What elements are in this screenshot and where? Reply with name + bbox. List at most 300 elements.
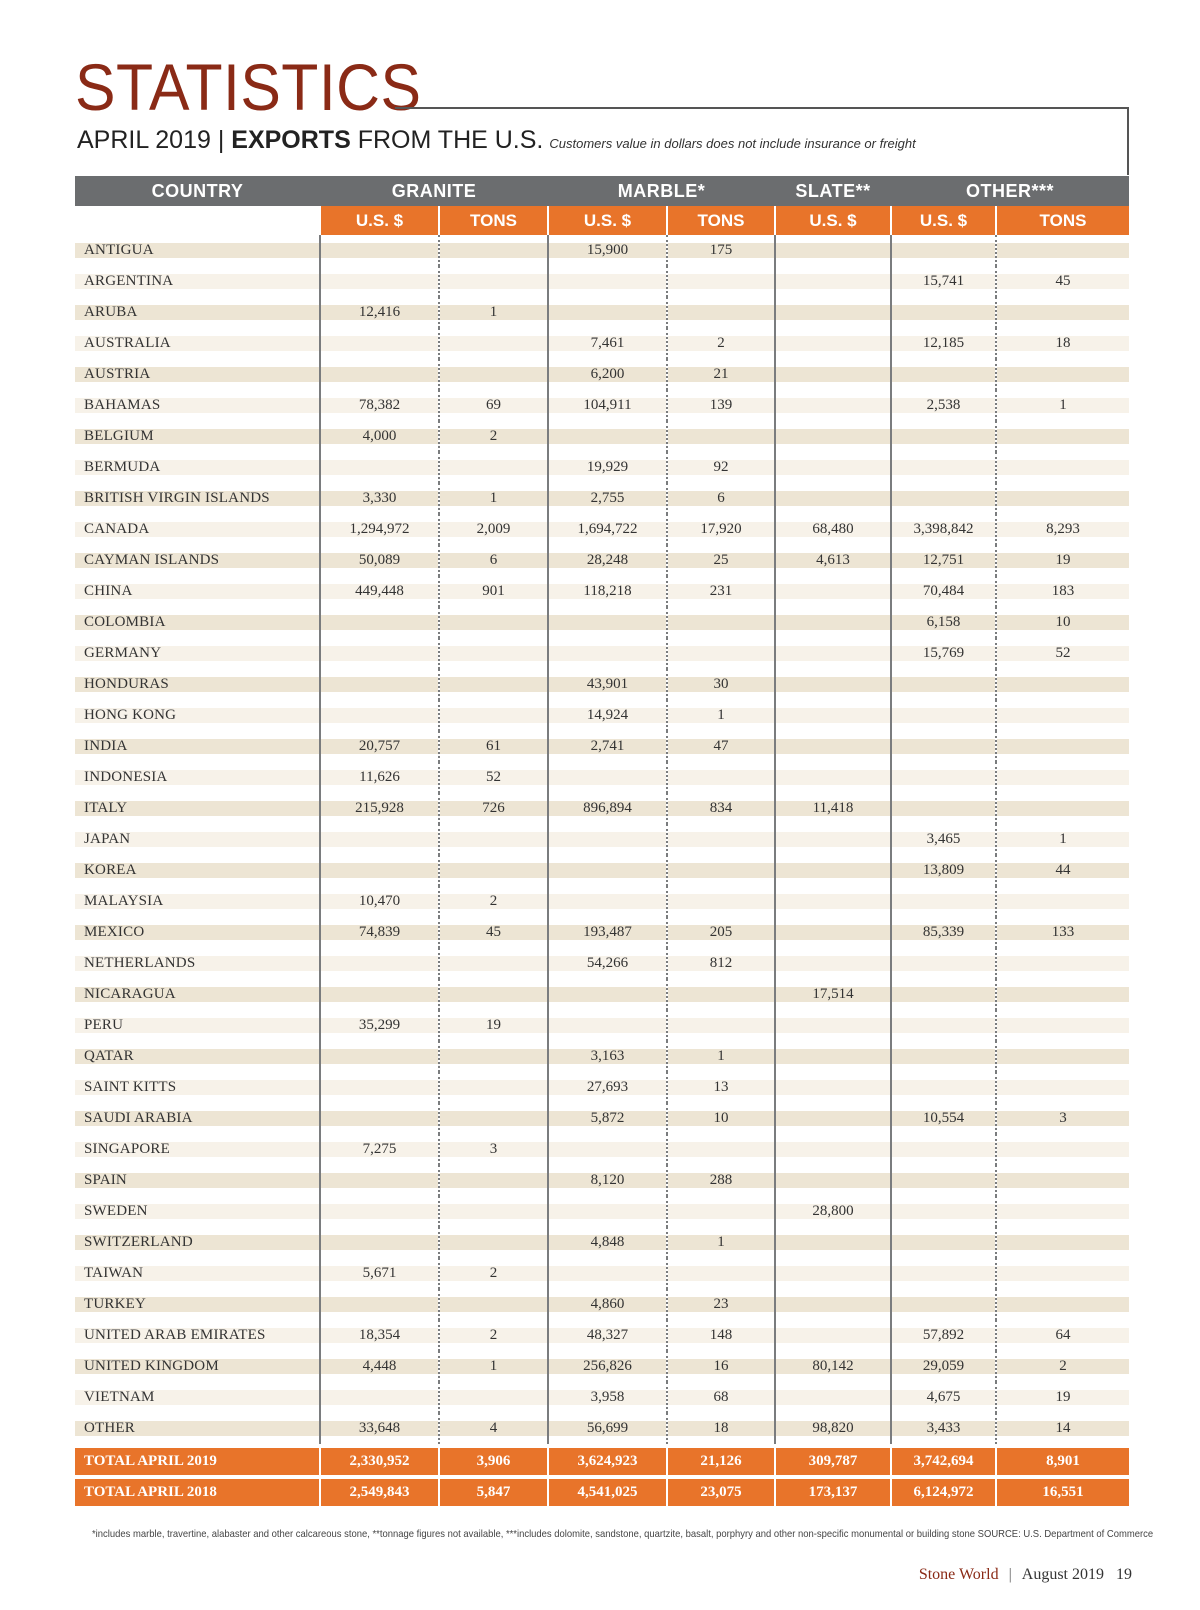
country-cell: NETHERLANDS [75, 948, 320, 979]
other-usd-cell: 3,433 [891, 1413, 996, 1446]
granite-usd-cell [320, 979, 439, 1010]
marble-tons-cell: 18 [667, 1413, 775, 1446]
granite-usd-cell [320, 359, 439, 390]
marble-usd-cell: 4,860 [548, 1289, 667, 1320]
slate-usd-cell [775, 1227, 891, 1258]
other-usd-cell [891, 731, 996, 762]
other-usd-cell: 10,554 [891, 1103, 996, 1134]
country-cell: SAINT KITTS [75, 1072, 320, 1103]
slate-usd-cell [775, 917, 891, 948]
issue-date: August 2019 [1021, 1566, 1104, 1583]
other-tons-cell [996, 1196, 1129, 1227]
slate-usd-cell: 28,800 [775, 1196, 891, 1227]
granite-usd-cell [320, 1289, 439, 1320]
slate-usd-cell [775, 855, 891, 886]
granite-usd-cell [320, 235, 439, 266]
table-row [75, 700, 1129, 731]
granite-usd-cell [320, 700, 439, 731]
table-row [75, 452, 1129, 483]
header-other: OTHER*** [891, 176, 1129, 206]
country-cell: SPAIN [75, 1165, 320, 1196]
table-row [75, 1134, 1129, 1165]
other-usd-cell: 4,675 [891, 1382, 996, 1413]
country-cell: AUSTRIA [75, 359, 320, 390]
other-usd-cell: 13,809 [891, 855, 996, 886]
header-granite: GRANITE [320, 176, 548, 206]
other-usd-cell: 29,059 [891, 1351, 996, 1382]
other-usd-cell [891, 483, 996, 514]
other-tons-cell [996, 1165, 1129, 1196]
marble-usd-cell: 6,200 [548, 359, 667, 390]
country-cell: NICARAGUA [75, 979, 320, 1010]
marble-tons-cell: 47 [667, 731, 775, 762]
table-row [75, 1413, 1129, 1446]
granite-tons-cell: 52 [439, 762, 548, 793]
country-cell: CAYMAN ISLANDS [75, 545, 320, 576]
table-row [75, 266, 1129, 297]
marble-tons-cell [667, 297, 775, 328]
country-cell: COLOMBIA [75, 607, 320, 638]
total-other-tons-cell: 8,901 [996, 1446, 1129, 1477]
other-tons-cell: 52 [996, 638, 1129, 669]
exports-table [75, 176, 1129, 1506]
slate-usd-cell [775, 390, 891, 421]
marble-usd-cell [548, 762, 667, 793]
table-row [75, 762, 1129, 793]
granite-tons-cell [439, 452, 548, 483]
publication-name: Stone World [918, 1566, 999, 1583]
table-row [75, 886, 1129, 917]
marble-usd-cell: 896,894 [548, 793, 667, 824]
marble-tons-cell [667, 421, 775, 452]
country-cell: CANADA [75, 514, 320, 545]
granite-tons-cell: 69 [439, 390, 548, 421]
marble-tons-cell: 812 [667, 948, 775, 979]
total-other-usd-cell: 3,742,694 [891, 1446, 996, 1477]
other-tons-cell: 10 [996, 607, 1129, 638]
total-marble-tons-cell: 23,075 [667, 1477, 775, 1506]
marble-usd-cell: 48,327 [548, 1320, 667, 1351]
marble-usd-cell [548, 1134, 667, 1165]
slate-usd-cell [775, 266, 891, 297]
marble-tons-cell [667, 886, 775, 917]
total-marble-usd-cell: 3,624,923 [548, 1446, 667, 1477]
slate-usd-cell [775, 1165, 891, 1196]
granite-usd-cell [320, 824, 439, 855]
marble-usd-cell: 19,929 [548, 452, 667, 483]
table-row [75, 328, 1129, 359]
country-cell: INDONESIA [75, 762, 320, 793]
granite-tons-cell: 2 [439, 886, 548, 917]
marble-usd-cell: 118,218 [548, 576, 667, 607]
marble-usd-cell: 5,872 [548, 1103, 667, 1134]
country-cell: MEXICO [75, 917, 320, 948]
granite-tons-cell [439, 235, 548, 266]
granite-tons-cell [439, 1196, 548, 1227]
footnote: *includes marble, travertine, alabaster and other calcareous stone, **tonnage figures not available, ***includes dolomite, sandstone, quartzite, basalt, porphyry and other non-specific monumental or building stone SOURCE: U.S. Department of Commerce [92, 1528, 1154, 1540]
subheader-slate-usd: U.S. $ [775, 206, 891, 235]
granite-tons-cell [439, 607, 548, 638]
marble-usd-cell: 56,699 [548, 1413, 667, 1446]
other-tons-cell [996, 762, 1129, 793]
table-row [75, 483, 1129, 514]
footer-separator: | [1008, 1566, 1012, 1583]
table-row [75, 390, 1129, 421]
granite-usd-cell: 7,275 [320, 1134, 439, 1165]
granite-tons-cell [439, 948, 548, 979]
other-tons-cell [996, 731, 1129, 762]
country-cell: SAUDI ARABIA [75, 1103, 320, 1134]
slate-usd-cell [775, 328, 891, 359]
table-row [75, 1196, 1129, 1227]
table-row [75, 359, 1129, 390]
other-tons-cell: 18 [996, 328, 1129, 359]
country-cell: VIETNAM [75, 1382, 320, 1413]
total-granite-usd-cell: 2,330,952 [320, 1446, 439, 1477]
other-tons-cell: 133 [996, 917, 1129, 948]
table-row [75, 235, 1129, 266]
country-cell: CHINA [75, 576, 320, 607]
marble-tons-cell: 288 [667, 1165, 775, 1196]
marble-usd-cell: 256,826 [548, 1351, 667, 1382]
granite-tons-cell [439, 669, 548, 700]
marble-usd-cell: 43,901 [548, 669, 667, 700]
slate-usd-cell [775, 1289, 891, 1320]
table-row [75, 297, 1129, 328]
other-usd-cell [891, 1134, 996, 1165]
other-usd-cell: 3,398,842 [891, 514, 996, 545]
slate-usd-cell [775, 576, 891, 607]
granite-usd-cell: 78,382 [320, 390, 439, 421]
other-tons-cell [996, 793, 1129, 824]
granite-usd-cell: 33,648 [320, 1413, 439, 1446]
granite-tons-cell: 2 [439, 421, 548, 452]
other-tons-cell: 19 [996, 1382, 1129, 1413]
other-tons-cell [996, 1258, 1129, 1289]
granite-usd-cell: 4,000 [320, 421, 439, 452]
granite-tons-cell: 901 [439, 576, 548, 607]
marble-usd-cell: 15,900 [548, 235, 667, 266]
other-tons-cell [996, 1010, 1129, 1041]
other-tons-cell: 183 [996, 576, 1129, 607]
other-tons-cell: 44 [996, 855, 1129, 886]
subheader-marble-tons: TONS [667, 206, 775, 235]
marble-usd-cell: 2,741 [548, 731, 667, 762]
table-row [75, 731, 1129, 762]
granite-tons-cell: 19 [439, 1010, 548, 1041]
other-usd-cell [891, 793, 996, 824]
table-row [75, 1041, 1129, 1072]
granite-usd-cell: 449,448 [320, 576, 439, 607]
slate-usd-cell [775, 1103, 891, 1134]
other-usd-cell [891, 1165, 996, 1196]
marble-tons-cell [667, 266, 775, 297]
table-row [75, 545, 1129, 576]
total-label: TOTAL APRIL 2019 [75, 1446, 320, 1477]
table-row [75, 1227, 1129, 1258]
total-granite-usd-cell: 2,549,843 [320, 1477, 439, 1506]
other-usd-cell [891, 979, 996, 1010]
country-cell: BELGIUM [75, 421, 320, 452]
slate-usd-cell: 17,514 [775, 979, 891, 1010]
other-usd-cell: 6,158 [891, 607, 996, 638]
slate-usd-cell: 11,418 [775, 793, 891, 824]
page-title: STATISTICS [75, 50, 422, 124]
other-usd-cell [891, 1041, 996, 1072]
marble-usd-cell [548, 1196, 667, 1227]
marble-tons-cell [667, 1196, 775, 1227]
subtitle [77, 125, 916, 155]
other-usd-cell [891, 359, 996, 390]
other-tons-cell [996, 669, 1129, 700]
table-row [75, 979, 1129, 1010]
other-usd-cell [891, 700, 996, 731]
marble-usd-cell [548, 855, 667, 886]
granite-tons-cell: 61 [439, 731, 548, 762]
marble-usd-cell [548, 421, 667, 452]
slate-usd-cell [775, 359, 891, 390]
granite-usd-cell [320, 452, 439, 483]
total-other-usd-cell: 6,124,972 [891, 1477, 996, 1506]
table-row [75, 669, 1129, 700]
subheader-blank [75, 206, 320, 235]
granite-tons-cell: 45 [439, 917, 548, 948]
granite-tons-cell: 1 [439, 1351, 548, 1382]
granite-usd-cell [320, 328, 439, 359]
header-slate: SLATE** [775, 176, 891, 206]
granite-usd-cell [320, 948, 439, 979]
slate-usd-cell: 68,480 [775, 514, 891, 545]
granite-tons-cell [439, 1165, 548, 1196]
marble-tons-cell: 205 [667, 917, 775, 948]
granite-usd-cell: 18,354 [320, 1320, 439, 1351]
other-tons-cell [996, 1072, 1129, 1103]
other-tons-cell: 64 [996, 1320, 1129, 1351]
marble-tons-cell: 25 [667, 545, 775, 576]
granite-tons-cell [439, 700, 548, 731]
other-tons-cell [996, 948, 1129, 979]
other-tons-cell: 3 [996, 1103, 1129, 1134]
other-tons-cell: 8,293 [996, 514, 1129, 545]
other-usd-cell [891, 1289, 996, 1320]
slate-usd-cell [775, 297, 891, 328]
marble-tons-cell: 6 [667, 483, 775, 514]
slate-usd-cell [775, 1320, 891, 1351]
total-slate-usd-cell: 173,137 [775, 1477, 891, 1506]
marble-tons-cell: 23 [667, 1289, 775, 1320]
granite-usd-cell: 35,299 [320, 1010, 439, 1041]
marble-usd-cell: 104,911 [548, 390, 667, 421]
country-cell: ARUBA [75, 297, 320, 328]
country-cell: SWEDEN [75, 1196, 320, 1227]
other-tons-cell [996, 700, 1129, 731]
granite-tons-cell: 4 [439, 1413, 548, 1446]
slate-usd-cell [775, 1134, 891, 1165]
granite-tons-cell: 2,009 [439, 514, 548, 545]
slate-usd-cell [775, 452, 891, 483]
marble-tons-cell [667, 762, 775, 793]
slate-usd-cell [775, 483, 891, 514]
other-usd-cell [891, 1227, 996, 1258]
country-cell: MALAYSIA [75, 886, 320, 917]
table-row [75, 1258, 1129, 1289]
marble-tons-cell: 139 [667, 390, 775, 421]
table-row [75, 1351, 1129, 1382]
slate-usd-cell [775, 1072, 891, 1103]
slate-usd-cell [775, 421, 891, 452]
slate-usd-cell [775, 886, 891, 917]
table-row [75, 1072, 1129, 1103]
total-granite-tons-cell: 5,847 [439, 1477, 548, 1506]
marble-usd-cell: 193,487 [548, 917, 667, 948]
other-tons-cell [996, 979, 1129, 1010]
marble-tons-cell [667, 824, 775, 855]
country-cell: HONG KONG [75, 700, 320, 731]
slate-usd-cell [775, 669, 891, 700]
granite-tons-cell [439, 855, 548, 886]
subheader-granite-tons: TONS [439, 206, 548, 235]
table-row [75, 421, 1129, 452]
country-cell: KOREA [75, 855, 320, 886]
other-tons-cell [996, 1227, 1129, 1258]
marble-usd-cell: 14,924 [548, 700, 667, 731]
table-row [75, 917, 1129, 948]
granite-usd-cell [320, 1041, 439, 1072]
other-tons-cell: 45 [996, 266, 1129, 297]
other-tons-cell [996, 1041, 1129, 1072]
slate-usd-cell [775, 1010, 891, 1041]
country-cell: HONDURAS [75, 669, 320, 700]
table-row [75, 638, 1129, 669]
country-cell: SINGAPORE [75, 1134, 320, 1165]
other-usd-cell [891, 948, 996, 979]
other-usd-cell [891, 1196, 996, 1227]
granite-tons-cell [439, 328, 548, 359]
total-granite-tons-cell: 3,906 [439, 1446, 548, 1477]
country-cell: TAIWAN [75, 1258, 320, 1289]
table-row [75, 948, 1129, 979]
marble-tons-cell: 1 [667, 700, 775, 731]
header-country: COUNTRY [75, 176, 320, 206]
other-usd-cell [891, 762, 996, 793]
marble-tons-cell: 2 [667, 328, 775, 359]
marble-usd-cell [548, 979, 667, 1010]
granite-usd-cell: 50,089 [320, 545, 439, 576]
country-cell: AUSTRALIA [75, 328, 320, 359]
country-cell: ITALY [75, 793, 320, 824]
other-tons-cell [996, 483, 1129, 514]
slate-usd-cell [775, 607, 891, 638]
granite-tons-cell: 2 [439, 1258, 548, 1289]
granite-usd-cell: 74,839 [320, 917, 439, 948]
granite-tons-cell [439, 1103, 548, 1134]
marble-tons-cell [667, 979, 775, 1010]
marble-tons-cell: 92 [667, 452, 775, 483]
granite-usd-cell: 12,416 [320, 297, 439, 328]
total-other-tons-cell: 16,551 [996, 1477, 1129, 1506]
granite-tons-cell: 1 [439, 297, 548, 328]
marble-tons-cell [667, 638, 775, 669]
marble-tons-cell: 10 [667, 1103, 775, 1134]
subtitle-bold: EXPORTS [231, 126, 351, 154]
granite-tons-cell [439, 638, 548, 669]
subheader-other-usd: U.S. $ [891, 206, 996, 235]
granite-tons-cell [439, 1041, 548, 1072]
granite-usd-cell [320, 669, 439, 700]
other-usd-cell [891, 235, 996, 266]
country-cell: PERU [75, 1010, 320, 1041]
table-row [75, 1103, 1129, 1134]
table-row [75, 1289, 1129, 1320]
other-usd-cell: 12,185 [891, 328, 996, 359]
marble-usd-cell [548, 266, 667, 297]
country-cell: UNITED ARAB EMIRATES [75, 1320, 320, 1351]
other-tons-cell: 1 [996, 824, 1129, 855]
country-cell: JAPAN [75, 824, 320, 855]
granite-tons-cell: 2 [439, 1320, 548, 1351]
marble-usd-cell [548, 824, 667, 855]
other-usd-cell [891, 1258, 996, 1289]
table-body [75, 235, 1129, 1506]
granite-tons-cell [439, 1289, 548, 1320]
total-marble-usd-cell: 4,541,025 [548, 1477, 667, 1506]
country-cell: ARGENTINA [75, 266, 320, 297]
granite-usd-cell: 3,330 [320, 483, 439, 514]
marble-tons-cell: 17,920 [667, 514, 775, 545]
slate-usd-cell: 80,142 [775, 1351, 891, 1382]
granite-tons-cell: 3 [439, 1134, 548, 1165]
table-row [75, 576, 1129, 607]
table-row [75, 793, 1129, 824]
marble-tons-cell [667, 607, 775, 638]
other-tons-cell [996, 359, 1129, 390]
granite-tons-cell: 1 [439, 483, 548, 514]
granite-usd-cell [320, 1382, 439, 1413]
granite-usd-cell: 1,294,972 [320, 514, 439, 545]
subtitle-rest: FROM THE U.S. [350, 126, 544, 154]
marble-tons-cell: 1 [667, 1227, 775, 1258]
table-row [75, 1320, 1129, 1351]
marble-usd-cell [548, 886, 667, 917]
granite-usd-cell: 10,470 [320, 886, 439, 917]
marble-tons-cell [667, 1134, 775, 1165]
other-usd-cell: 57,892 [891, 1320, 996, 1351]
subtitle-lead: APRIL 2019 | [77, 126, 232, 154]
other-tons-cell [996, 235, 1129, 266]
marble-usd-cell [548, 607, 667, 638]
country-cell: UNITED KINGDOM [75, 1351, 320, 1382]
granite-usd-cell [320, 266, 439, 297]
marble-usd-cell: 27,693 [548, 1072, 667, 1103]
slate-usd-cell [775, 824, 891, 855]
granite-usd-cell [320, 1072, 439, 1103]
granite-tons-cell [439, 1382, 548, 1413]
table-row [75, 824, 1129, 855]
subheader-other-tons: TONS [996, 206, 1129, 235]
granite-usd-cell [320, 1165, 439, 1196]
granite-tons-cell [439, 824, 548, 855]
marble-tons-cell: 231 [667, 576, 775, 607]
subtitle-note: Customers value in dollars does not include insurance or freight [549, 136, 916, 151]
total-marble-tons-cell: 21,126 [667, 1446, 775, 1477]
total-row [75, 1446, 1129, 1477]
granite-usd-cell [320, 638, 439, 669]
table-row [75, 1382, 1129, 1413]
marble-usd-cell: 8,120 [548, 1165, 667, 1196]
granite-usd-cell: 20,757 [320, 731, 439, 762]
country-cell: BRITISH VIRGIN ISLANDS [75, 483, 320, 514]
marble-usd-cell [548, 297, 667, 328]
